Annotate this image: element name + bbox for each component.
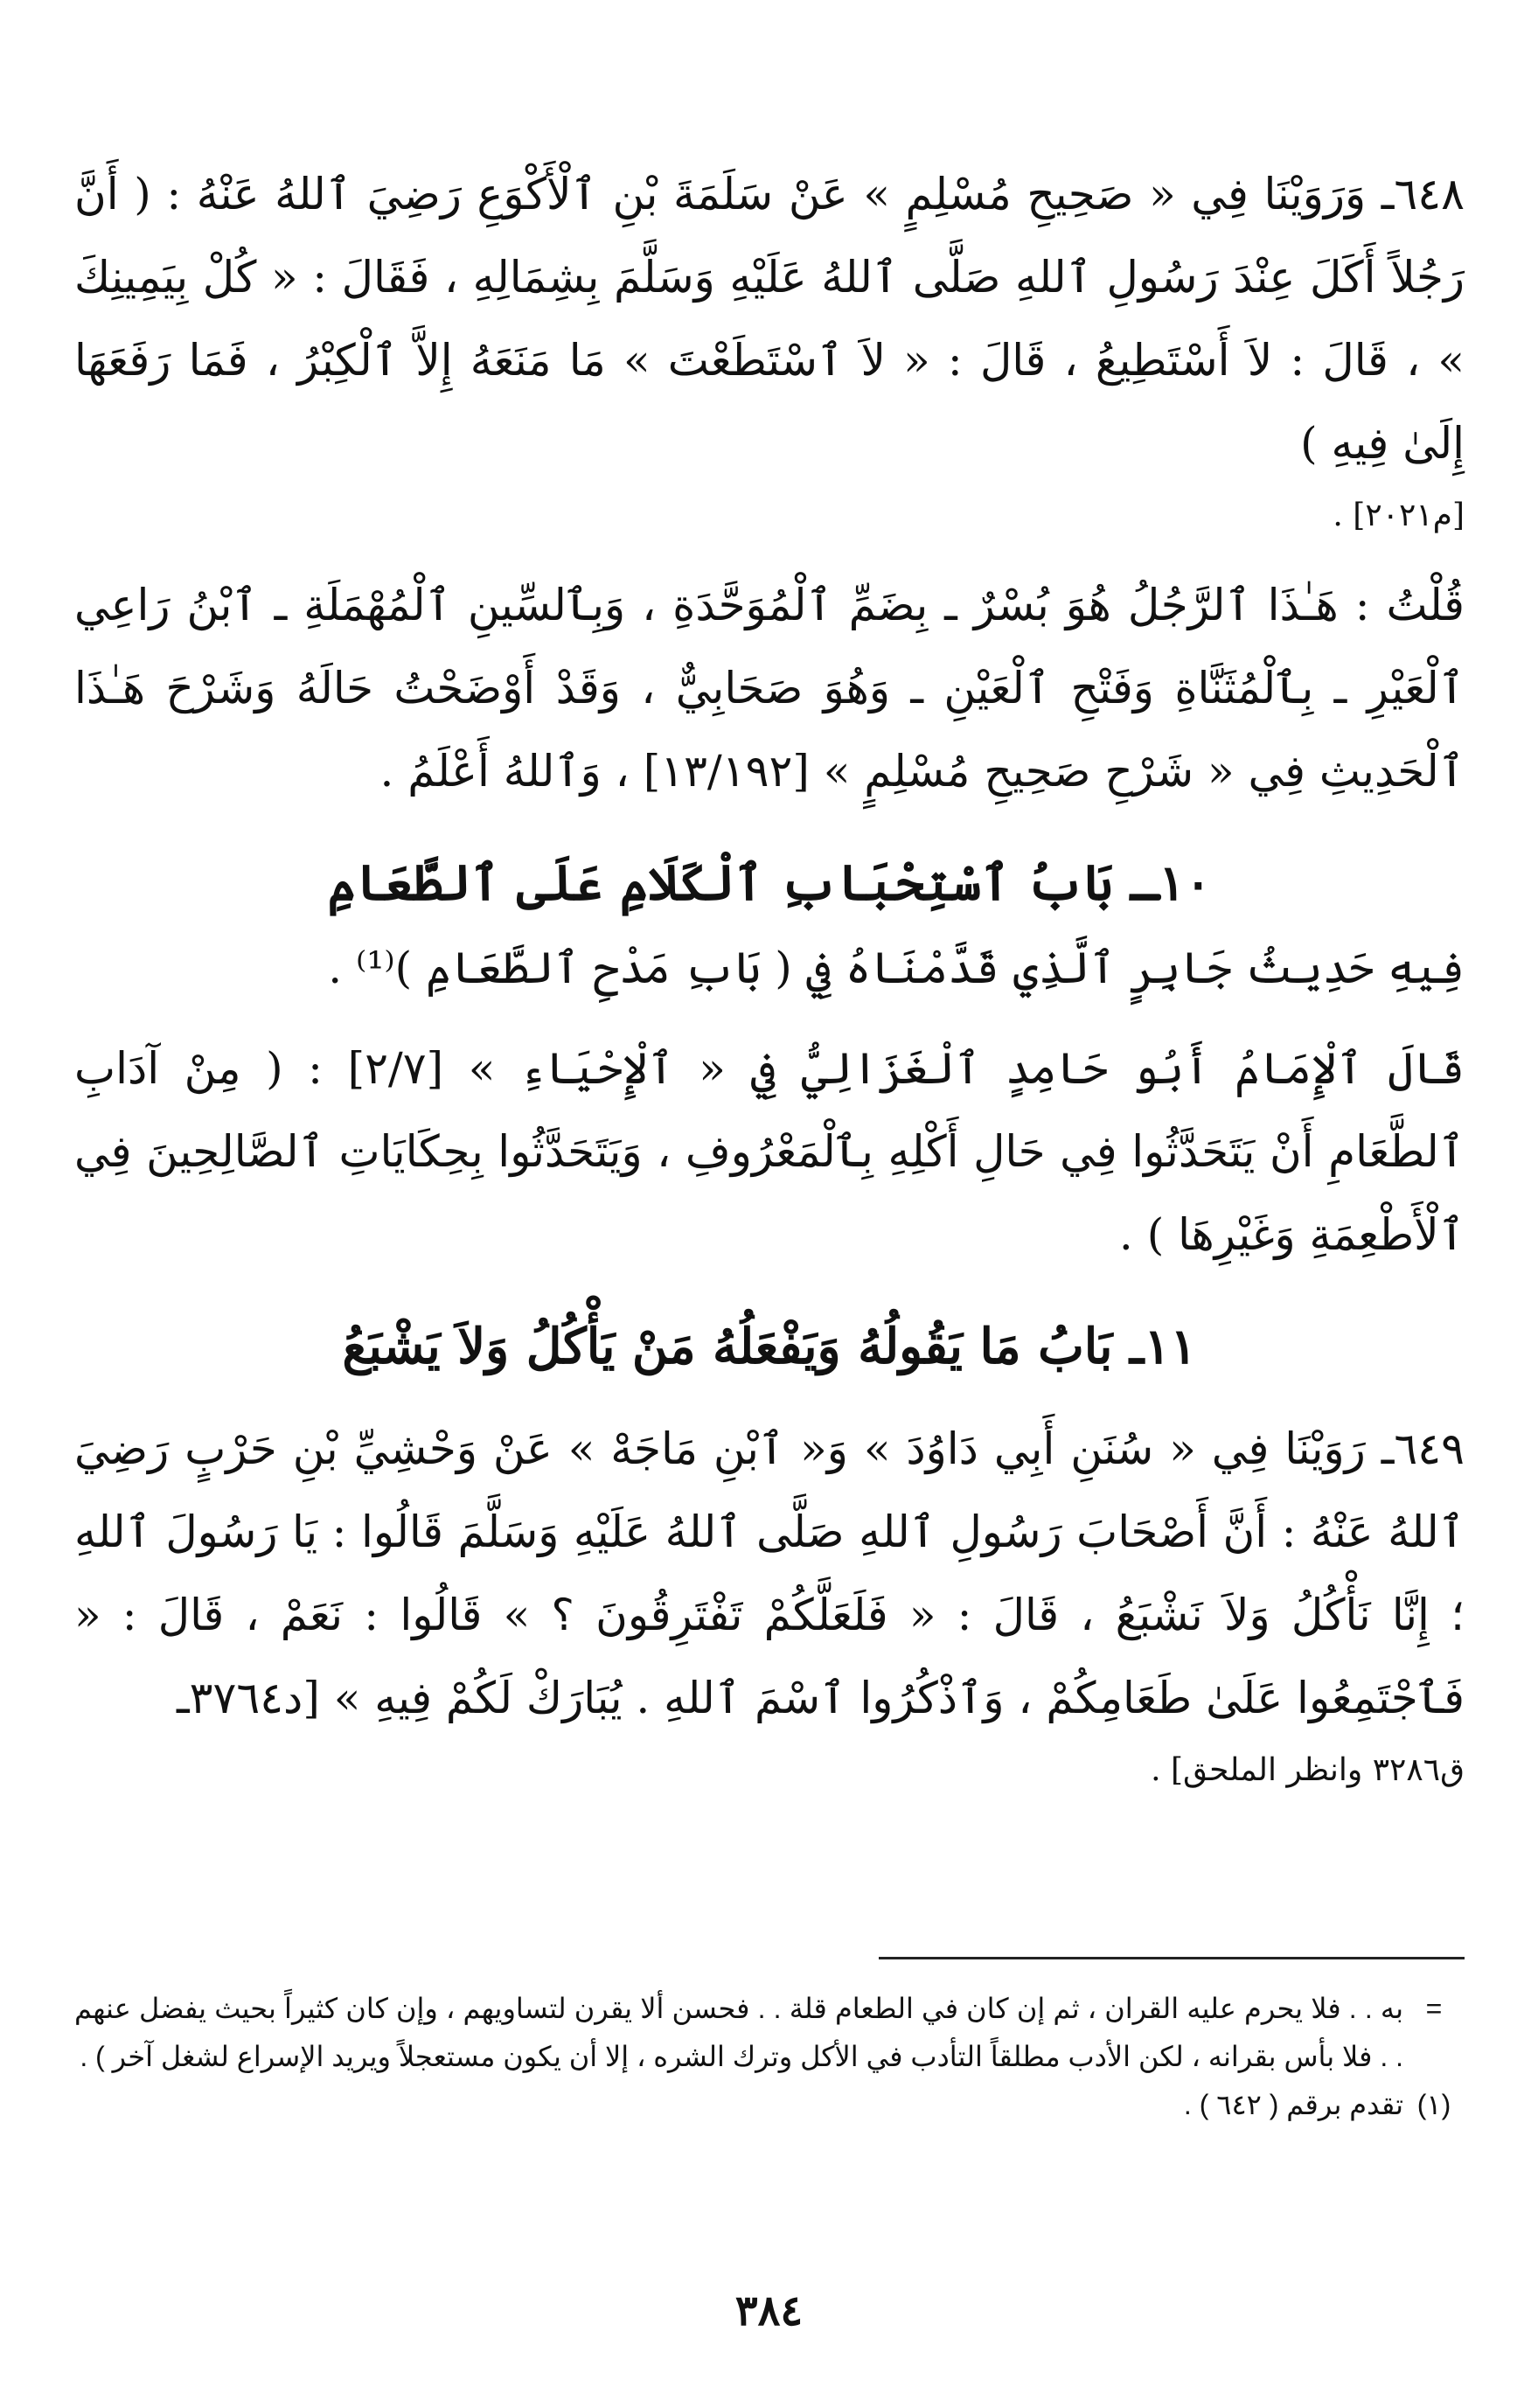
- footnote-text: تقدم برقم ( ٦٤٢ ) .: [1183, 2089, 1403, 2120]
- hadith-648-reference: [م٢٠٢١] .: [1333, 498, 1465, 533]
- hadith-649-text: ٦٤٩ـ رَوَيْنَا فِي « سُنَنِ أَبِي دَاوُدَ » وَ« ٱبْنِ مَاجَهْ » عَنْ وَحْشِيِّ بْنِ حَرْبٍ رَضِيَ ٱللهُ عَنْهُ : أَنَّ أَصْحَابَ رَسُولِ ٱللهِ صَلَّى ٱللهُ عَلَيْهِ وَسَلَّمَ قَالُوا : يَا رَسُولَ ٱللهِ ؛ إِنَّا نَأْكُلُ وَلاَ نَشْبَعُ ، قَالَ : « فَلَعَلَّكُمْ تَفْتَرِقُونَ ؟ » قَالُوا : نَعَمْ ، قَالَ : « فَٱجْتَمِعُوا عَلَىٰ طَعَامِكُمْ ، وَٱذْكُرُوا ٱسْمَ ٱللهِ . يُبَارَكْ لَكُمْ فِيهِ » [د٣٧٦٤ـ: [74, 1423, 1465, 1723]
- hadith-648-text: ٦٤٨ـ وَرَوَيْنَا فِي « صَحِيحِ مُسْلِمٍ » عَنْ سَلَمَةَ بْنِ ٱلْأَكْوَعِ رَضِيَ ٱللهُ عَنْهُ : ( أَنَّ رَجُلاً أَكَلَ عِنْدَ رَسُولِ ٱللهِ صَلَّى ٱللهُ عَلَيْهِ وَسَلَّمَ بِشِمَالِهِ ، فَقَالَ : « كُلْ بِيَمِينِكَ » ، قَالَ : لاَ أَسْتَطِيعُ ، قَالَ : « لاَ ٱسْتَطَعْتَ » مَا مَنَعَهُ إِلاَّ ٱلْكِبْرُ ، فَمَا رَفَعَهَا إِلَىٰ فِيهِ ): [74, 169, 1465, 469]
- footnotes: [74, 1985, 1465, 2129]
- footnote-mark: (١): [1416, 2089, 1451, 2120]
- footnote-mark: =: [1425, 1993, 1443, 2024]
- footnote-text: به . . فلا يحرم عليه القران ، ثم إن كان في الطعام قلة . . فحسن ألا يقرن لتساويهم ، وإن كان كثيراً بحيث يفضل عنهم . . فلا بأس بقرانه ، لكن الأدب مطلقاً التأدب في الأكل وترك الشره ، إلا أن يكون مستعجلاً ويريد الإسراع لشغل آخر ) .: [74, 1993, 1403, 2072]
- footnote-divider: [879, 1957, 1465, 1959]
- chapter-10-ghazali-quote: قَالَ ٱلْإِمَامُ أَبُو حَامِدٍ ٱلْغَزَالِيُّ فِي « ٱلْإِحْيَاءِ » [٢/٧] : ( مِنْ آدَابِ ٱلطَّعَامِ أَنْ يَتَحَدَّثُوا فِي حَالِ أَكْلِهِ بِٱلْمَعْرُوفِ ، وَيَتَحَدَّثُوا بِحِكَايَاتِ ٱلصَّالِحِينَ فِي ٱلْأَطْعِمَةِ وَغَيْرِهَا ) .: [74, 1043, 1465, 1260]
- main-text: [74, 153, 1465, 1801]
- commentary-648: قُلْتُ : هَـٰذَا ٱلرَّجُلُ هُوَ بُسْرٌ ـ بِضَمِّ ٱلْمُوَحَّدَةِ ، وَبِٱلسِّينِ ٱلْمُهْمَلَةِ ـ ٱبْنُ رَاعِي ٱلْعَيْرِ ـ بِٱلْمُثَنَّاةِ وَفَتْحِ ٱلْعَيْنِ ـ وَهُوَ صَحَابِيٌّ ، وَقَدْ أَوْضَحْتُ حَالَهُ وَشَرْحَ هَـٰذَا ٱلْحَدِيثِ فِي « شَرْحِ صَحِيحِ مُسْلِمٍ » [١٣/١٩٢] ، وَٱللهُ أَعْلَمُ .: [74, 580, 1465, 797]
- chapter-10-heading: ١٠ـ بَابُ ٱسْتِحْبَابِ ٱلْكَلَامِ عَلَى ٱلطَّعَامِ: [327, 854, 1212, 912]
- chapter-11-heading: ١١ـ بَابُ مَا يَقُولُهُ وَيَفْعَلُهُ مَنْ يَأْكُلُ وَلاَ يَشْبَعُ: [342, 1318, 1197, 1375]
- footnote-1: [74, 2081, 1465, 2129]
- footnote-continued: [74, 1985, 1465, 2081]
- chapter-10-note: فِيهِ حَدِيثُ جَابِرٍ ٱلَّذِي قَدَّمْنَاهُ فِي ( بَابِ مَدْحِ ٱلطَّعَامِ )⁽¹⁾ .: [328, 943, 1465, 993]
- hadith-649-reference: ق٣٢٨٦ وانظر الملحق] .: [1151, 1752, 1465, 1788]
- page-number: ٣٨٤: [734, 2286, 804, 2335]
